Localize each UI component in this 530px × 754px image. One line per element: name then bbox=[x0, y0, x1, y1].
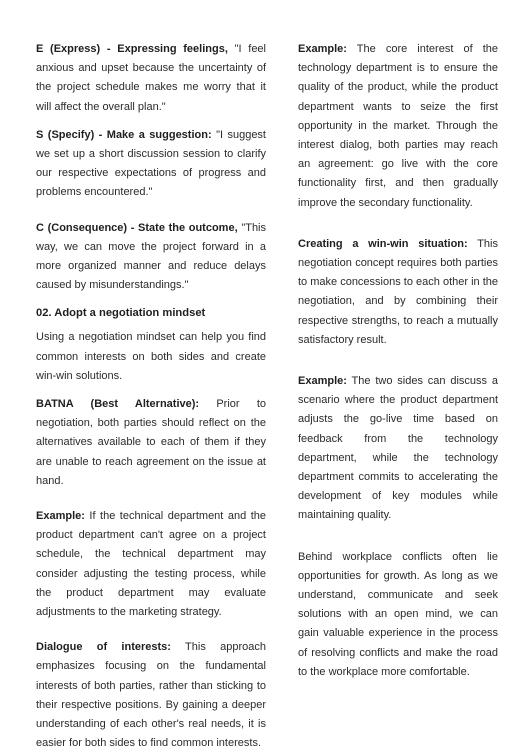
example3-text: The two sides can discuss a scenario where the product department adjusts the go-live time based on feedback from the technology department, while the technology department commits to accelerating the development of key modules while maintaining quality. bbox=[298, 375, 498, 522]
example2-label: Example: bbox=[298, 43, 347, 55]
example3-label: Example: bbox=[298, 375, 347, 388]
specify-paragraph bbox=[36, 126, 266, 203]
example3-paragraph bbox=[298, 372, 498, 526]
mindset-paragraph: Using a negotiation mindset can help you find common interests on both sides and create win-win solutions. bbox=[36, 331, 266, 382]
express-label: E (Express) - Expressing feelings, bbox=[36, 43, 228, 55]
example2-text: The core interest of the technology department is to ensure the quality of the product, while the product department wants to seize the first opportunity in the market. Through the interest dialog, both parties may reach an agreement: go live with the core functionality first, and then gradually improve the secondary functionality. bbox=[298, 43, 498, 209]
closing-paragraph: Behind workplace conflicts often lie opportunities for growth. As long as we understand, communicate and seek solutions with an open mind, we can gain valuable experience in the process of resolving conflicts and make the road to the workplace more comfortable. bbox=[298, 550, 498, 678]
batna-paragraph bbox=[36, 395, 266, 491]
winwin-paragraph bbox=[298, 235, 498, 350]
winwin-text: This negotiation concept requires both parties to make concessions to each other in the negotiation, and by combining their respective strengths, to reach a mutually satisfactory result. bbox=[298, 237, 498, 346]
winwin-label: Creating a win-win situation: bbox=[298, 237, 468, 250]
consequence-text: "This way, we can move the project forward in a more organized manner and reduce delays caused by misunderstandings." bbox=[36, 221, 266, 292]
dialogue-text: This approach emphasizes focusing on the fundamental interests of both parties, rather than sticking to their respective positions. By gaining a deeper understanding of each other's real needs, it is easier for both sides to find common interests. bbox=[36, 641, 266, 750]
right-column bbox=[298, 40, 498, 682]
batna-label: BATNA (Best Alternative): bbox=[36, 398, 200, 411]
dialogue-label: Dialogue of interests: bbox=[36, 641, 171, 654]
example1-paragraph bbox=[36, 507, 266, 622]
batna-text: Prior to negotiation, both parties should reflect on the alternatives available to each of them if they are unable to reach agreement on the issue at hand. bbox=[36, 398, 266, 487]
specify-text: "I suggest we set up a short discussion session to clarify our respective expectations of progress and problems encountered." bbox=[36, 128, 266, 199]
consequence-paragraph bbox=[36, 219, 266, 296]
specify-label: S (Specify) - Make a suggestion: bbox=[36, 128, 212, 141]
left-column bbox=[36, 40, 266, 754]
consequence-label: C (Consequence) - State the outcome, bbox=[36, 221, 238, 234]
example1-text: If the technical department and the product department can't agree on a project schedule, the technical department may consider adjusting the testing process, while the product department may evaluate adjustments to the marketing strategy. bbox=[36, 510, 266, 619]
dialogue-paragraph bbox=[36, 638, 266, 753]
example1-label: Example: bbox=[36, 510, 85, 523]
section-heading: 02. Adopt a negotiation mindset bbox=[36, 307, 206, 320]
express-text: "I feel anxious and upset because the uncertainty of the project schedule makes me worry that it will affect the overall plan." bbox=[36, 43, 266, 113]
express-paragraph bbox=[36, 40, 266, 117]
example2-paragraph bbox=[298, 40, 498, 213]
